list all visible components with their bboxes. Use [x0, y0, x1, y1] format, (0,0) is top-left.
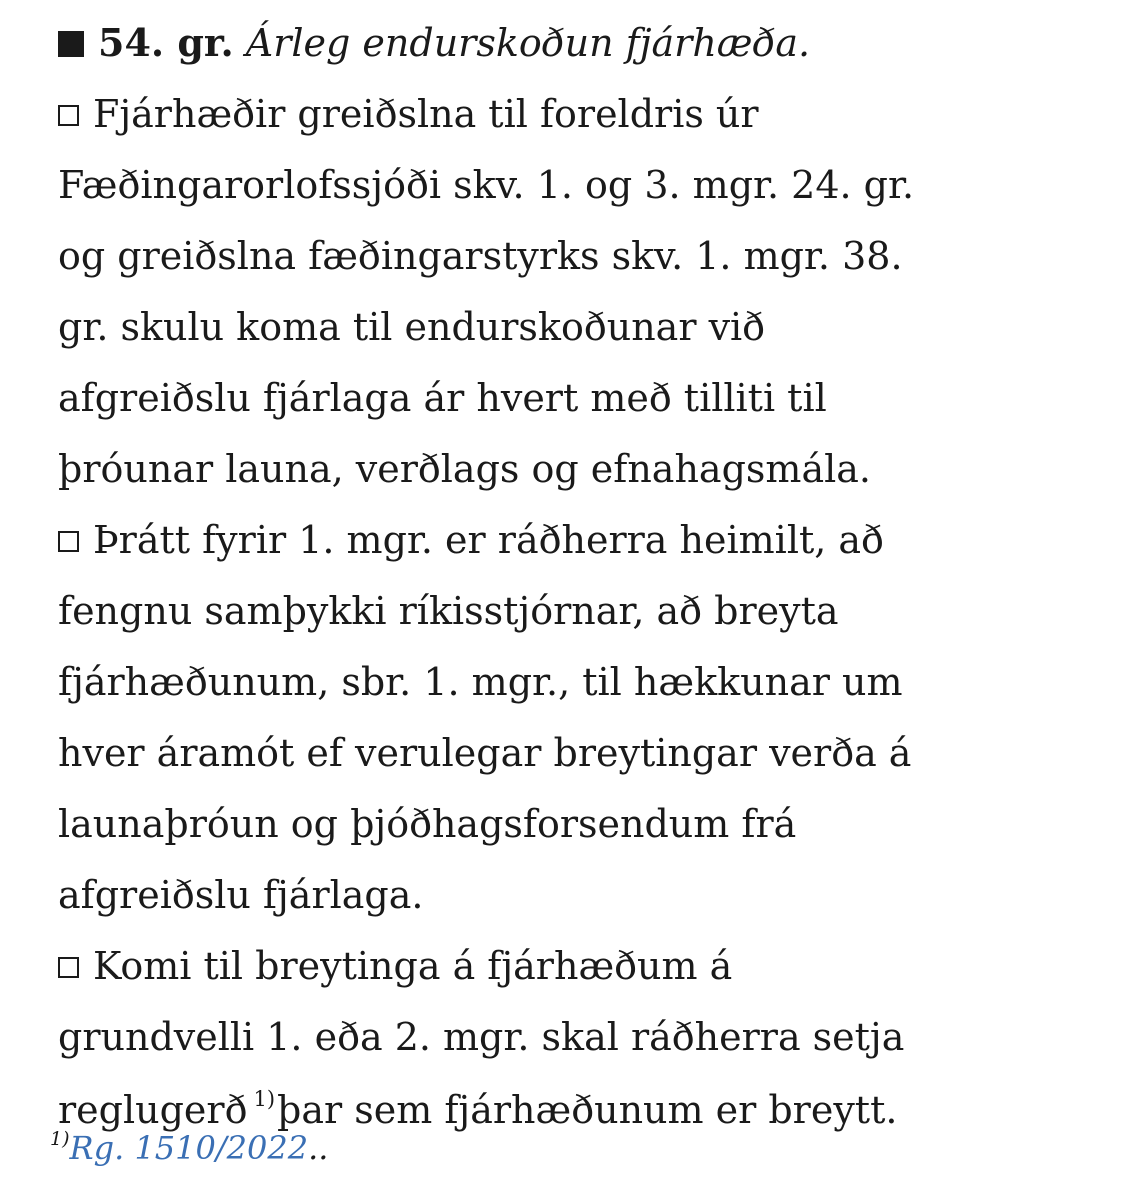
paragraph-text: Komi til breytinga á fjárhæðum á	[93, 944, 733, 988]
paragraph-3-line-2: grundvelli 1. eða 2. mgr. skal ráðherra setja	[58, 1015, 905, 1059]
paragraph-text: reglugerð	[58, 1088, 248, 1132]
paragraph-3-line-1	[58, 944, 733, 988]
footnote-reference[interactable]: 1)	[253, 1087, 276, 1111]
paragraph-2-line-4: hver áramót ef verulegar breytingar verða á	[58, 731, 912, 775]
empty-square-icon	[58, 105, 79, 126]
empty-square-icon	[58, 531, 79, 552]
article-number: 54. gr.	[98, 20, 234, 65]
paragraph-text: þar sem fjárhæðunum er breytt.	[277, 1088, 898, 1132]
paragraph-1-line-5: afgreiðslu fjárlaga ár hvert með tilliti til	[58, 376, 827, 420]
paragraph-text: Fjárhæðir greiðslna til foreldris úr	[93, 92, 759, 136]
paragraph-text: Þrátt fyrir 1. mgr. er ráðherra heimilt, að	[93, 518, 884, 562]
paragraph-3-line-3	[58, 1087, 898, 1132]
footnote-mark: 1)	[50, 1128, 70, 1150]
regulation-link[interactable]: Rg. 1510/2022	[69, 1129, 309, 1167]
paragraph-1-line-6: þróunar launa, verðlags og efnahagsmála.	[58, 447, 871, 491]
article-title: Árleg endurskoðun fjárhæða.	[245, 21, 811, 65]
paragraph-2-line-1	[58, 518, 884, 562]
paragraph-2-line-3: fjárhæðunum, sbr. 1. mgr., til hækkunar um	[58, 660, 903, 704]
paragraph-2-line-6: afgreiðslu fjárlaga.	[58, 873, 424, 917]
article-heading	[58, 20, 811, 65]
empty-square-icon	[58, 957, 79, 978]
paragraph-2-line-5: launaþróun og þjóðhagsforsendum frá	[58, 802, 797, 846]
paragraph-1-line-1	[58, 92, 759, 136]
paragraph-1-line-4: gr. skulu koma til endurskoðunar við	[58, 305, 766, 349]
footnote-trail: ..	[308, 1129, 329, 1167]
paragraph-1-line-3: og greiðslna fæðingarstyrks skv. 1. mgr. 38.	[58, 234, 903, 278]
filled-square-icon	[58, 31, 84, 57]
paragraph-2-line-2: fengnu samþykki ríkisstjórnar, að breyta	[58, 589, 839, 633]
paragraph-1-line-2: Fæðingarorlofssjóði skv. 1. og 3. mgr. 24. gr.	[58, 163, 915, 207]
footnote	[50, 1128, 328, 1167]
